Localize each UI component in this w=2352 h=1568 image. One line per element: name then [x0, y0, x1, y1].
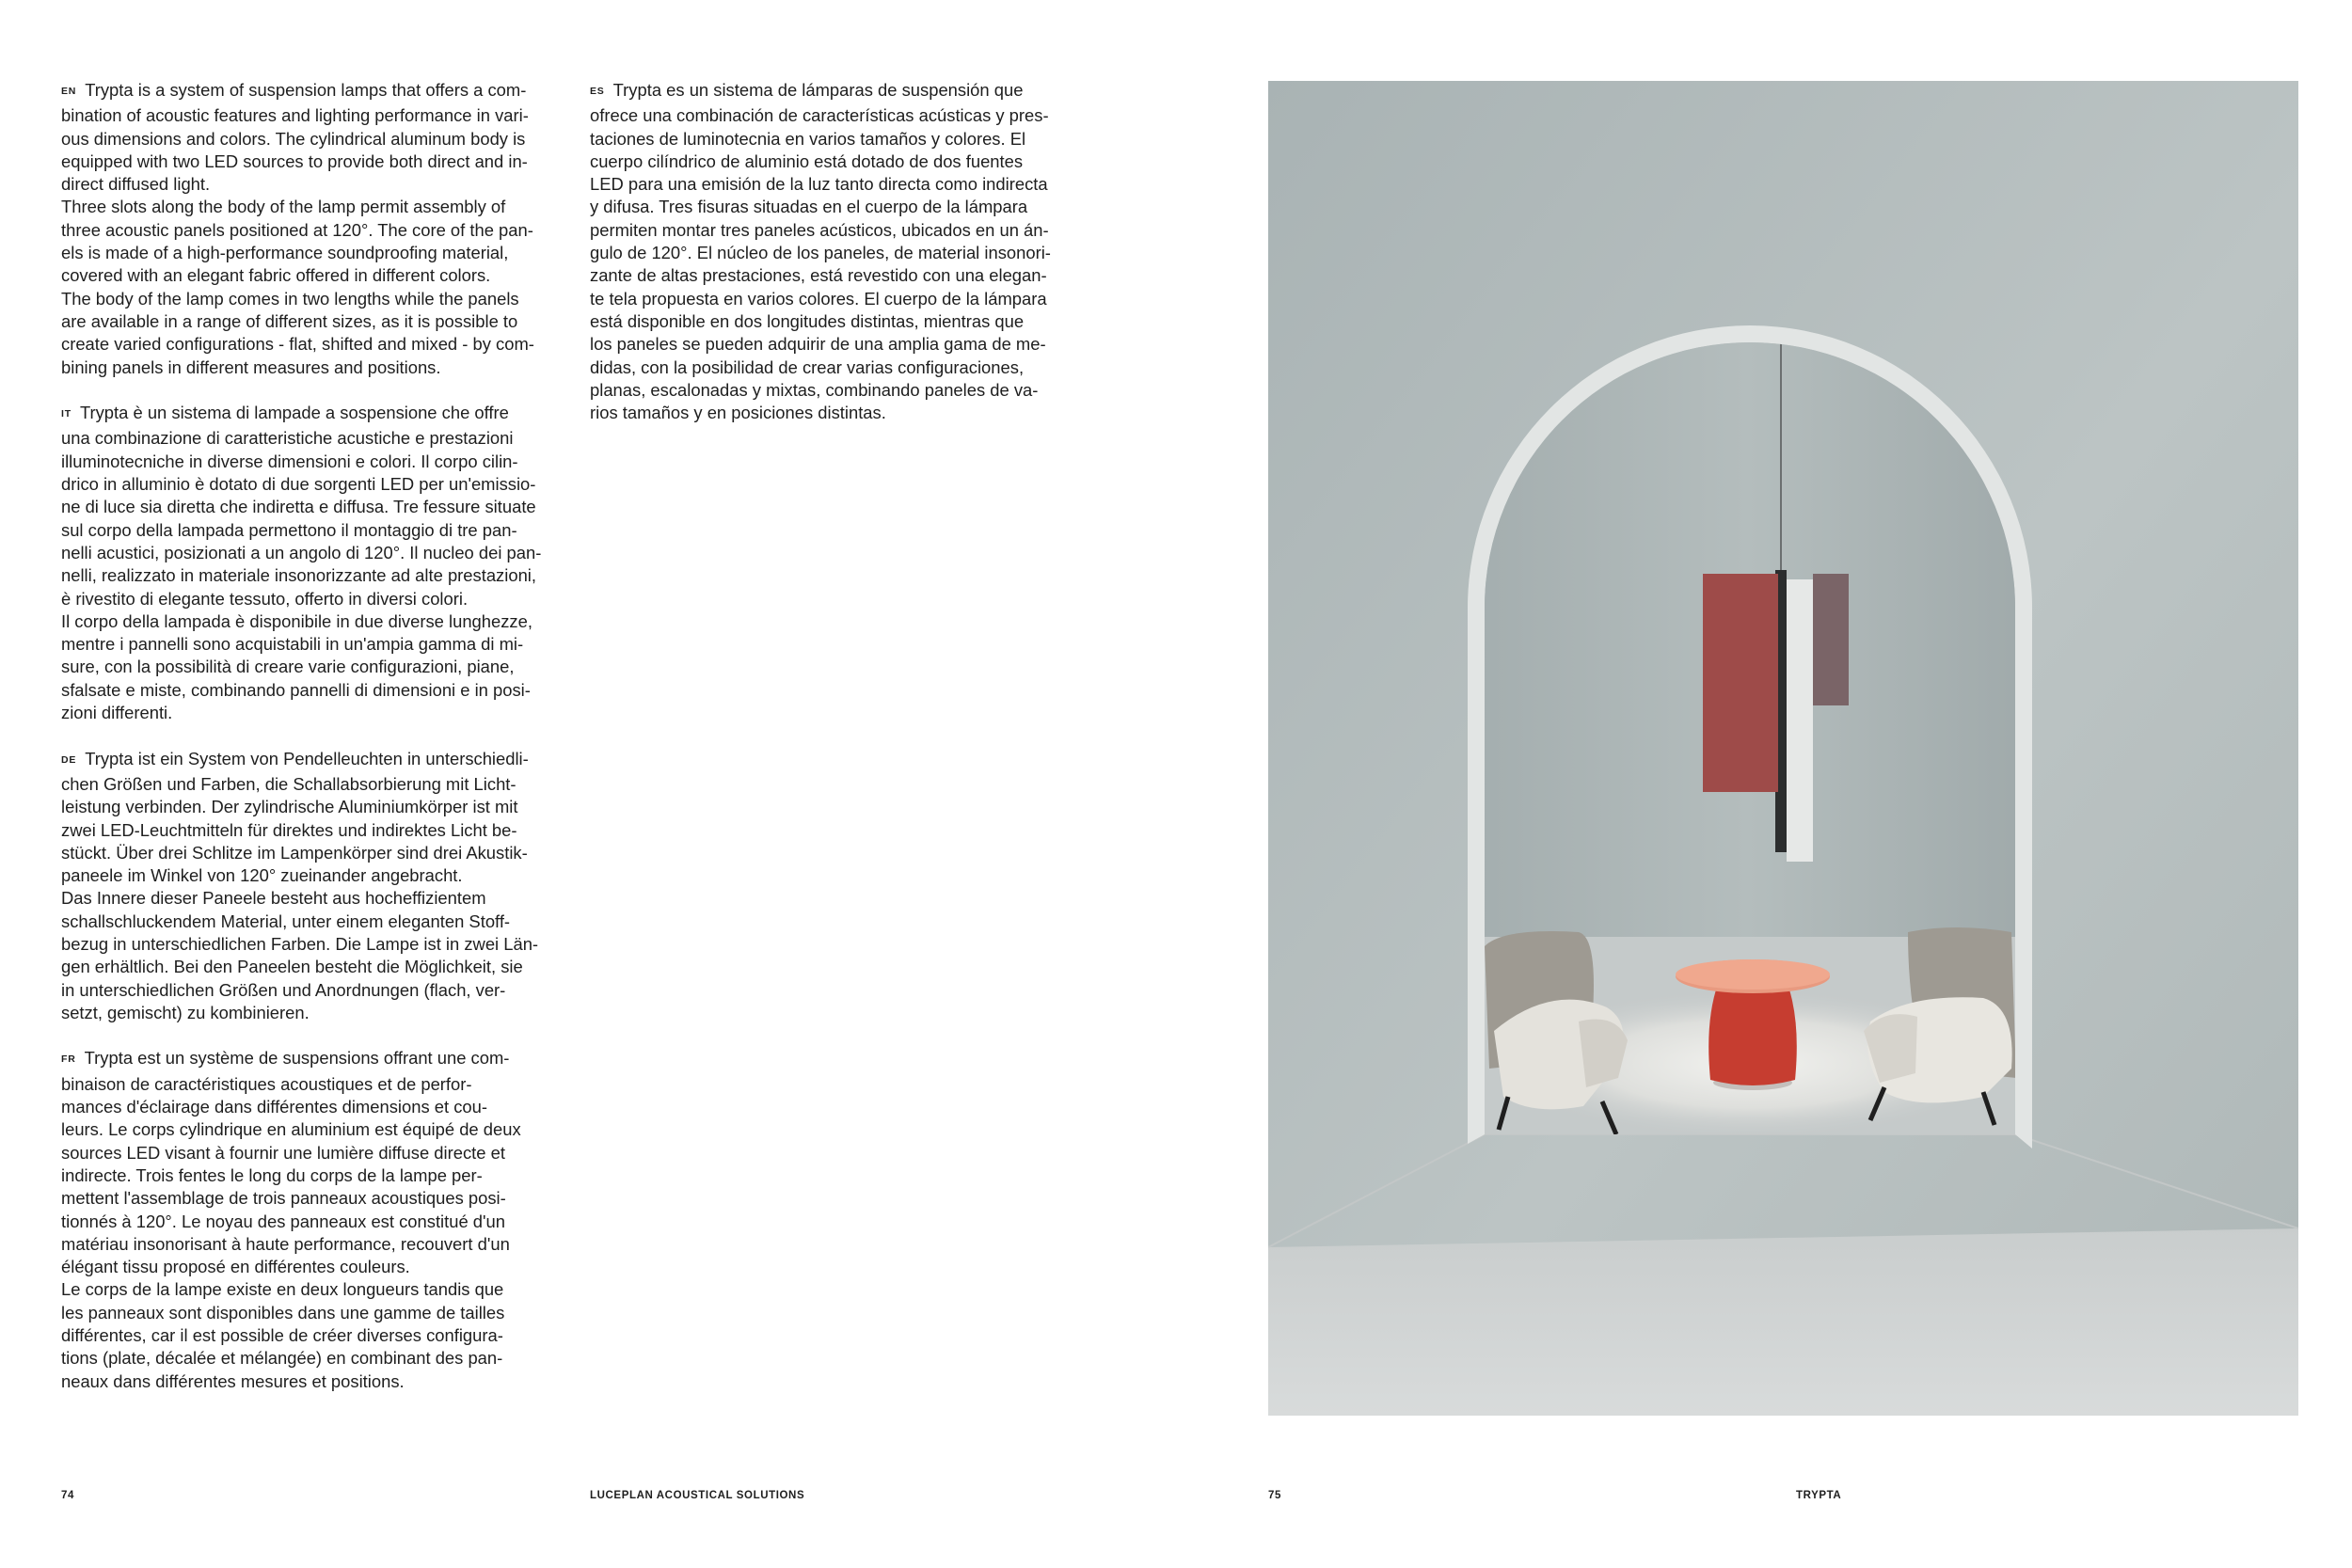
left-text-column [61, 79, 569, 1416]
paragraph-en [61, 79, 569, 379]
floor [1268, 1228, 2298, 1416]
paragraph-it [61, 402, 569, 724]
paragraph-de [61, 748, 569, 1025]
acoustic-panel-red [1703, 574, 1778, 792]
paragraph-fr [61, 1047, 569, 1392]
language-tag: IT [61, 408, 72, 420]
acoustic-panel-grey [1787, 579, 1813, 862]
paragraph-es [590, 79, 1098, 424]
language-tag: DE [61, 753, 77, 766]
language-tag: FR [61, 1053, 76, 1066]
page-number-right: 75 [1268, 1490, 1281, 1501]
middle-text-column [590, 79, 1098, 448]
running-title-right: TRYPTA [1796, 1490, 1842, 1501]
language-tag: EN [61, 86, 77, 97]
product-photo [1268, 81, 2298, 1416]
paragraph-text: Trypta ist ein System von Pendelleuchten in unterschiedli- chen Größen und Farben, die Schallabsorbierung mit Licht- leistung verbinden. Der zylindrische Aluminiumkörper ist mit zwei LED-Leuchtmitteln für direktes und indirektes Licht be- stückt. Über drei Schlitze im Lampenkörper sind drei Akustik- paneele im Winkel von 120° zueinander angebracht. Das Innere dieser Paneele besteht aus hocheffizientem schallschluckendem Material, unter einem eleganten Stoff- bezug in unterschiedlichen Farben. Die Lampe ist in zwei Län- gen erhältlich. Bei den Paneelen besteht die Möglichkeit, sie in unterschiedlichen Größen und Anordnungen (flach, ver- setzt, gemischt) zu kombinieren. [61, 748, 539, 1022]
paragraph-text: Trypta est un système de suspensions offrant une com- binaison de caractéristiques acoustiques et de perfor- mances d'éclairage dans différentes dimensions et cou- leurs. Le corps cylindrique en aluminium est équipé de deux sources LED visant à fournir une lumière diffuse directe et indirecte. Trois fentes le long du corps de la lampe per- mettent l'assemblage de trois panneaux acoustiques posi- tionnés à 120°. Le noyau des panneaux est constitué d'un matériau insonorisant à haute performance, recouvert d'un élégant tissu proposé en différentes couleurs. Le corps de la lampe existe en deux longueurs tandis que les panneaux sont disponibles dans une gamme de tailles différentes, car il est possible de créer diverses configura- tions (plate, décalée et mélangée) en combinant des pan- neaux dans différentes mesures et positions. [61, 1048, 521, 1391]
arch-interior-scene [1268, 81, 2298, 1416]
paragraph-text: Trypta is a system of suspension lamps that offers a com- bination of acoustic features and lighting performance in vari- ous dimensions and colors. The cylindrical aluminum body is equipped with two LED sources to provide both direct and in- direct diffused light. Three slots along the body of the lamp permit assembly of three acoustic panels positioned at 120°. The core of the pan- els is made of a high-performance soundproofing material, covered with an elegant fabric offered in different colors. The body of the lamp comes in two lengths while the panels are available in a range of different sizes, as it is possible to create varied configurations - flat, shifted and mixed - by com- bining panels in different measures and positions. [61, 80, 534, 377]
page-number-left: 74 [61, 1490, 74, 1501]
language-tag: ES [590, 86, 605, 97]
paragraph-text: Trypta es un sistema de lámparas de suspensión que ofrece una combinación de características acústicas y pres- taciones de luminotecnia en varios tamaños y colores. El cuerpo cilíndrico de aluminio está dotado de dos fuentes LED para una emisión de la luz tanto directa como indirecta y difusa. Tres fisuras situadas en el cuerpo de la lámpara permiten montar tres paneles acústicos, ubicados en un án- gulo de 120°. El núcleo de los paneles, de material insonori- zante de altas prestaciones, está revestido con una elegan- te tela propuesta en varios colores. El cuerpo de la lámpara está disponible en dos longitudes distintas, mientras que los paneles se pueden adquirir de una amplia gama de me- didas, con la posibilidad de crear varias configuraciones, planas, escalonadas y mixtas, combinando paneles de va- rios tamaños y en posiciones distintas. [590, 80, 1051, 423]
acoustic-panel-mauve [1813, 574, 1849, 705]
running-title-left: LUCEPLAN ACOUSTICAL SOLUTIONS [590, 1490, 805, 1501]
paragraph-text: Trypta è un sistema di lampade a sospensione che offre una combinazione di caratteristiche acustiche e prestazioni illuminotecniche in diverse dimensioni e colori. Il corpo cilin- drico in alluminio è dotato di due sorgenti LED per un'emissio- ne di luce sia diretta che indiretta e diffusa. Tre fessure situate sul corpo della lampada permettono il montaggio di tre pan- nelli acustici, posizionati a un angolo di 120°. Il nucleo dei pan- nelli, realizzato in materiale insonorizzante ad alte prestazioni, è rivestito di elegante tessuto, offerto in diversi colori. Il corpo della lampada è disponibile in due diverse lunghezze, mentre i pannelli sono acquistabili in un'ampia gamma di mi- sure, con la possibilità di creare varie configurazioni, piane, sfalsate e miste, combinando pannelli di dimensioni e in posi- zioni differenti. [61, 403, 542, 723]
